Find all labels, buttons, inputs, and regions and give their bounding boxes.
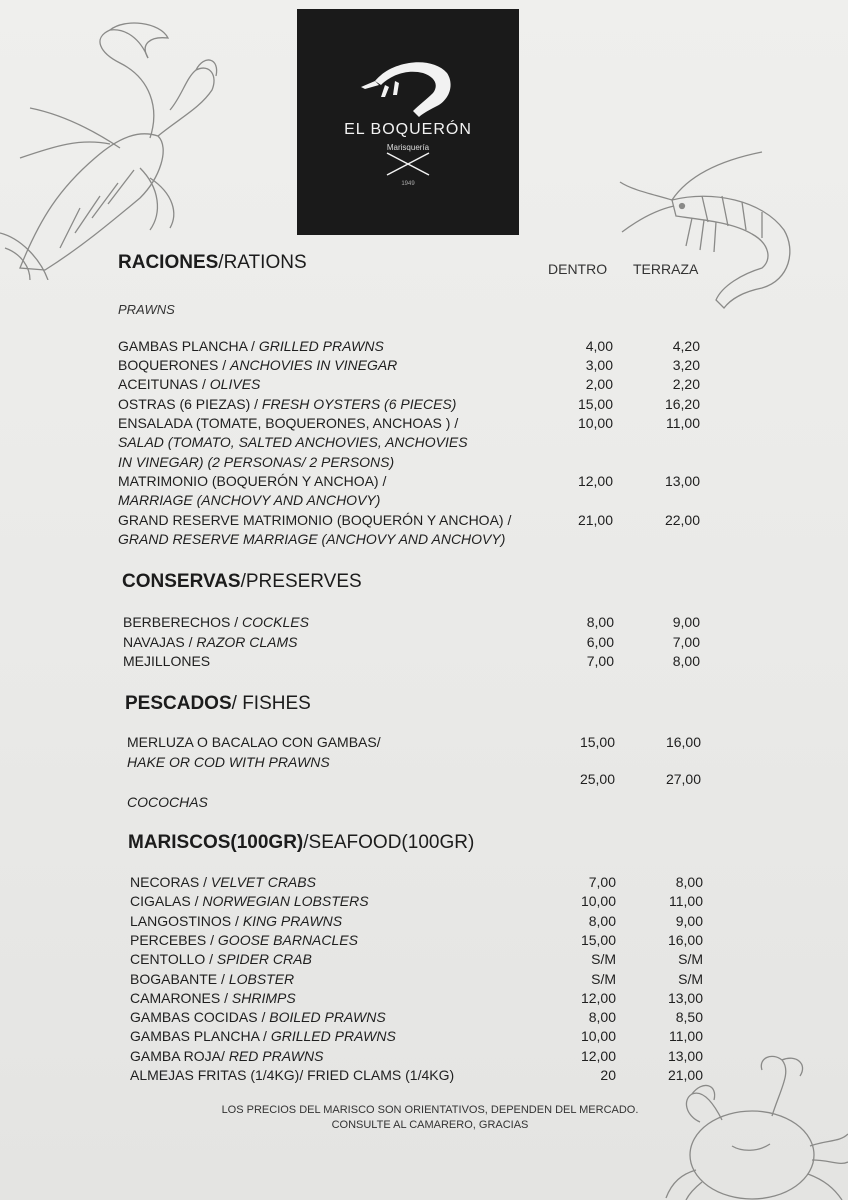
price-dentro: 21,00 bbox=[577, 512, 613, 528]
item-name-es: ALMEJAS FRITAS (1/4KG)/ FRIED CLAMS (1/4KG) bbox=[130, 1067, 455, 1083]
price-terraza: 13,00 bbox=[667, 989, 703, 1006]
item-name-en: OLIVES bbox=[209, 376, 261, 392]
menu-item bbox=[127, 733, 381, 752]
price-terraza: 2,20 bbox=[672, 376, 700, 392]
menu-item bbox=[127, 793, 208, 812]
item-name-es: MATRIMONIO (BOQUERÓN Y ANCHOA) / bbox=[118, 473, 387, 489]
section-title-pescados: PESCADOS/ FISHES bbox=[125, 693, 311, 714]
item-name-es: MEJILLONES bbox=[123, 653, 211, 669]
price-terraza: 8,50 bbox=[675, 1009, 703, 1026]
price-dentro: 8,00 bbox=[588, 912, 616, 929]
menu-item bbox=[130, 931, 358, 950]
menu-item bbox=[123, 633, 298, 652]
price-terraza: 16,20 bbox=[664, 396, 700, 412]
item-name-es: ENSALADA (TOMATE, BOQUERONES, ANCHOAS ) / bbox=[118, 415, 459, 431]
item-name-es: GAMBAS PLANCHA / bbox=[130, 1028, 271, 1045]
price-dentro: 4,00 bbox=[585, 338, 613, 354]
menu-item bbox=[118, 511, 511, 530]
item-name-es: MERLUZA O BACALAO CON GAMBAS/ bbox=[127, 734, 381, 750]
menu-item bbox=[130, 873, 316, 892]
column-header-terraza: TERRAZA bbox=[633, 261, 699, 277]
menu-item bbox=[127, 753, 330, 772]
item-name-es: CAMARONES / bbox=[130, 989, 232, 1006]
price-dentro: 6,00 bbox=[586, 633, 614, 650]
logo-name: EL BOQUERÓN bbox=[344, 121, 472, 138]
item-name-en: BOILED PRAWNS bbox=[269, 1009, 386, 1026]
price-dentro: 7,00 bbox=[586, 653, 614, 669]
price-terraza: 9,00 bbox=[675, 912, 703, 929]
menu-item bbox=[123, 652, 210, 671]
price-terraza: 27,00 bbox=[665, 771, 701, 787]
column-header-dentro: DENTRO bbox=[548, 261, 608, 277]
section-title-raciones: RACIONES/RATIONS bbox=[118, 252, 307, 273]
item-name-en: GRILLED PRAWNS bbox=[270, 1028, 396, 1045]
crossed-forks-icon bbox=[385, 151, 431, 177]
item-name-en: SHRIMPS bbox=[231, 989, 296, 1006]
item-name-es: CIGALAS / bbox=[130, 893, 203, 910]
item-name-en: LOBSTER bbox=[228, 970, 295, 987]
item-name-en: GRILLED PRAWNS bbox=[258, 338, 384, 354]
item-name-es: LANGOSTINOS / bbox=[130, 912, 243, 929]
item-name-en: GRAND RESERVE MARRIAGE (ANCHOVY AND ANCHOVY) bbox=[118, 531, 506, 547]
item-name-en: ANCHOVIES IN VINEGAR bbox=[230, 357, 398, 373]
price-terraza: S/M bbox=[678, 951, 703, 968]
item-name-en: COCKLES bbox=[242, 614, 309, 630]
price-dentro: 2,00 bbox=[585, 376, 613, 392]
price-dentro: 3,00 bbox=[585, 357, 613, 373]
price-dentro: 15,00 bbox=[577, 396, 613, 412]
logo-shrimp-icon bbox=[361, 51, 457, 117]
item-name-en: SPIDER CRAB bbox=[216, 951, 312, 968]
menu-item bbox=[130, 970, 294, 989]
item-name-es: BOQUERONES / bbox=[118, 357, 231, 373]
item-name-es: CENTOLLO / bbox=[130, 951, 217, 968]
menu-item bbox=[130, 989, 296, 1008]
item-name-en: SALAD (TOMATO, SALTED ANCHOVIES, ANCHOVIES bbox=[118, 434, 468, 450]
price-terraza: 8,00 bbox=[672, 653, 700, 669]
item-name-es: BOGABANTE / bbox=[130, 970, 229, 987]
price-terraza: S/M bbox=[678, 970, 703, 987]
price-dentro: 12,00 bbox=[577, 473, 613, 489]
price-dentro: S/M bbox=[591, 970, 616, 987]
menu-item bbox=[130, 1047, 323, 1066]
price-terraza: 11,00 bbox=[669, 893, 703, 910]
price-terraza: 3,20 bbox=[672, 357, 700, 373]
footer-line-1: LOS PRECIOS DEL MARISCO SON ORIENTATIVOS, DEPENDEN DEL MERCADO. bbox=[221, 1104, 639, 1116]
price-terraza: 7,00 bbox=[672, 633, 700, 650]
item-name-en: MARRIAGE (ANCHOVY AND ANCHOVY) bbox=[118, 492, 381, 508]
price-dentro: 12,00 bbox=[580, 1047, 616, 1064]
menu-item bbox=[130, 1027, 396, 1046]
menu-item bbox=[130, 892, 369, 911]
menu-item bbox=[130, 912, 342, 931]
price-dentro: 12,00 bbox=[580, 989, 616, 1006]
price-dentro: 15,00 bbox=[580, 931, 616, 948]
item-name-es: BERBERECHOS / bbox=[123, 614, 243, 630]
shrimp-illustration bbox=[612, 150, 798, 310]
price-terraza: 13,00 bbox=[667, 1047, 703, 1064]
lobster-illustration bbox=[0, 18, 230, 280]
menu-item bbox=[118, 530, 505, 549]
price-dentro: 10,00 bbox=[577, 415, 613, 431]
item-name-en: KING PRAWNS bbox=[242, 912, 343, 929]
bleed-through-text bbox=[405, 300, 410, 315]
price-terraza: 8,00 bbox=[675, 874, 703, 890]
price-dentro: 10,00 bbox=[580, 1028, 616, 1045]
item-name-en: RED PRAWNS bbox=[228, 1047, 324, 1064]
menu-item bbox=[118, 375, 260, 394]
menu-item bbox=[118, 491, 380, 510]
item-name-es: GRAND RESERVE MATRIMONIO (BOQUERÓN Y ANCHOA) / bbox=[118, 512, 512, 528]
item-name-es: OSTRAS (6 PIEZAS) / bbox=[118, 396, 262, 412]
section-note-prawns: PRAWNS bbox=[118, 302, 175, 317]
footer-line-2: CONSULTE AL CAMARERO, GRACIAS bbox=[331, 1119, 529, 1131]
item-name-en: GOOSE BARNACLES bbox=[217, 931, 358, 948]
menu-item bbox=[130, 950, 312, 969]
price-terraza: 11,00 bbox=[666, 415, 700, 431]
price-dentro: 10,00 bbox=[580, 893, 616, 910]
price-dentro: 8,00 bbox=[586, 614, 614, 630]
menu-item bbox=[118, 395, 456, 414]
item-name-en: NORWEGIAN LOBSTERS bbox=[202, 893, 369, 910]
item-name-en: HAKE OR COD WITH PRAWNS bbox=[127, 754, 330, 770]
item-name-en: RAZOR CLAMS bbox=[196, 633, 298, 650]
item-name-es: GAMBA ROJA/ bbox=[130, 1047, 229, 1064]
price-terraza: 13,00 bbox=[664, 473, 700, 489]
logo-subtitle: Marisquería bbox=[386, 143, 430, 152]
restaurant-logo bbox=[297, 9, 519, 235]
item-name-es: NAVAJAS / bbox=[123, 633, 197, 650]
menu-item bbox=[118, 337, 384, 356]
price-dentro: 25,00 bbox=[579, 771, 615, 787]
price-terraza: 11,00 bbox=[669, 1028, 703, 1045]
price-dentro: 8,00 bbox=[588, 1009, 616, 1026]
logo-year: 1949 bbox=[401, 181, 415, 187]
item-name-es: ACEITUNAS / bbox=[118, 376, 210, 392]
menu-item bbox=[118, 433, 468, 452]
price-dentro: 7,00 bbox=[588, 874, 616, 890]
price-terraza: 16,00 bbox=[665, 734, 701, 750]
menu-item bbox=[123, 613, 309, 632]
item-name-en: VELVET CRABS bbox=[210, 874, 316, 890]
price-terraza: 4,20 bbox=[672, 338, 700, 354]
price-dentro: 20 bbox=[600, 1067, 616, 1083]
item-name-en: FRESH OYSTERS (6 PIECES) bbox=[261, 396, 457, 412]
item-name-es: NECORAS / bbox=[130, 874, 211, 890]
item-name-es: PERCEBES / bbox=[130, 931, 218, 948]
item-name-es: GAMBAS PLANCHA / bbox=[118, 338, 259, 354]
menu-item bbox=[118, 453, 394, 472]
footer-note bbox=[150, 1103, 710, 1133]
price-terraza: 22,00 bbox=[664, 512, 700, 528]
menu-item bbox=[118, 414, 458, 433]
item-name-en: IN VINEGAR) (2 PERSONAS/ 2 PERSONS) bbox=[118, 454, 395, 470]
menu-item bbox=[118, 472, 386, 491]
menu-item bbox=[130, 1066, 454, 1085]
section-title-mariscos: MARISCOS(100GR)/SEAFOOD(100GR) bbox=[128, 832, 475, 853]
price-dentro: S/M bbox=[591, 951, 616, 968]
price-terraza: 9,00 bbox=[672, 614, 700, 630]
item-name-en: COCOCHAS bbox=[127, 794, 208, 810]
price-dentro: 15,00 bbox=[579, 734, 615, 750]
price-terraza: 21,00 bbox=[667, 1067, 703, 1083]
item-name-es: GAMBAS COCIDAS / bbox=[130, 1009, 270, 1026]
menu-item bbox=[130, 1008, 386, 1027]
menu-item bbox=[118, 356, 397, 375]
price-terraza: 16,00 bbox=[667, 931, 703, 948]
section-title-conservas: CONSERVAS/PRESERVES bbox=[122, 571, 362, 592]
